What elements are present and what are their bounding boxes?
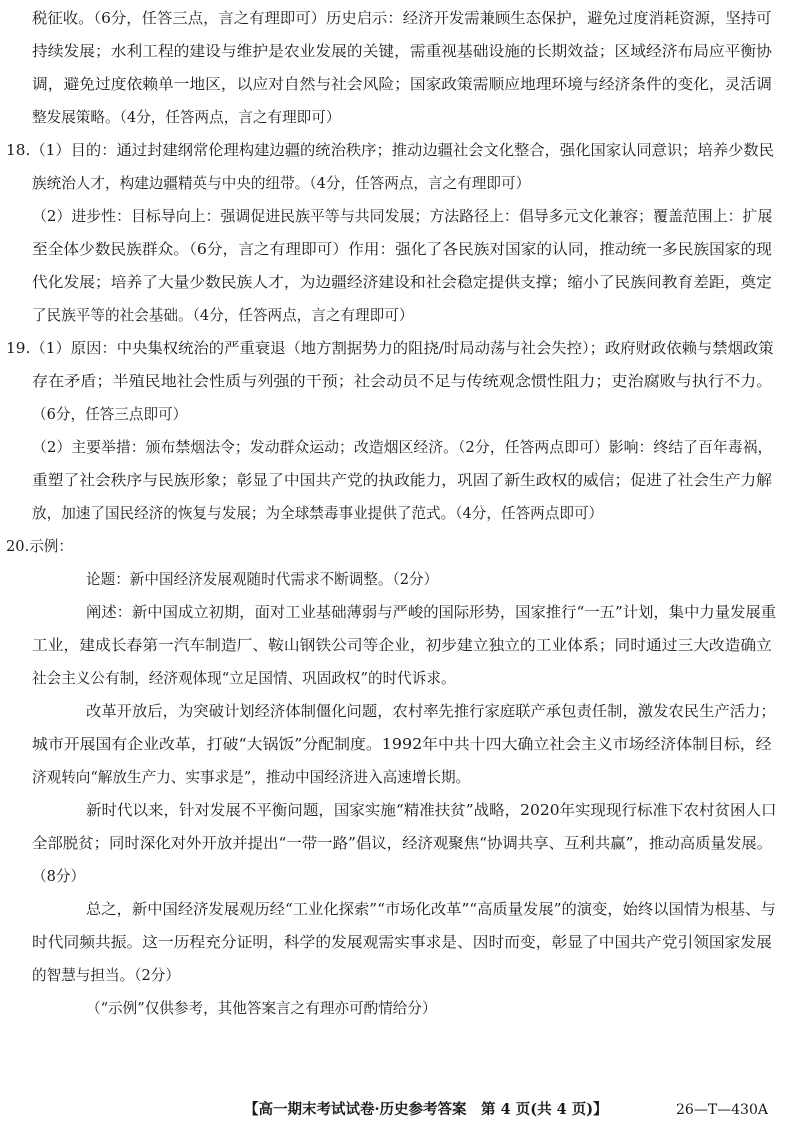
text-line: 18.（1）目的：通过封建纲常伦理构建边疆的统治秩序；推动边疆社会文化整合，强化国家认同意识；培养少数民 bbox=[6, 142, 774, 159]
text-line: 持续发展；水利工程的建设与维护是农业发展的关键，需重视基础设施的长期效益；区域经济布局应平衡协 bbox=[32, 43, 772, 60]
text-line: 了民族平等的社会基础。（4分，任答两点，言之有理即可） bbox=[32, 307, 414, 324]
text-line: 社会主义公有制，经济观体现“立足国情、巩固政权”的时代诉求。 bbox=[32, 670, 456, 687]
text-line: 工业，建成长春第一汽车制造厂、鞍山钢铁公司等企业，初步建立独立的工业体系；同时通过三大改造确立 bbox=[32, 637, 772, 654]
text-line: 放，加速了国民经济的恢复与发展；为全球禁毒事业提供了范式。（4分，任答两点即可） bbox=[32, 505, 604, 522]
text-line: 整发展策略。（4分，任答两点，言之有理即可） bbox=[32, 109, 341, 126]
grading-note: （“示例”仅供参考，其他答案言之有理亦可酌情给分） bbox=[86, 1000, 437, 1017]
text-line: 总之，新中国经济发展观历经“工业化探索”“市场化改革”“高质量发展”的演变，始终以国情为根基、与 bbox=[86, 901, 776, 918]
text-line: （2）主要举措：颁布禁烟法令；发动群众运动；改造烟区经济。（2分，任答两点即可）影响：终结了百年毒祸， bbox=[32, 439, 773, 456]
text-line: （6分，任答三点即可） bbox=[32, 406, 188, 423]
text-line: 改革开放后，为突破计划经济体制僵化问题，农村率先推行家庭联产承包责任制，激发农民生产活力； bbox=[86, 703, 776, 720]
text-line: 重塑了社会秩序与民族形象；彰显了中国共产党的执政能力，巩固了新生政权的威信；促进了社会生产力解 bbox=[32, 472, 772, 489]
text-line: 阐述：新中国成立初期，面对工业基础薄弱与严峻的国际形势，国家推行“一五”计划，集中力量发展重 bbox=[86, 604, 777, 621]
text-line: 新时代以来，针对发展不平衡问题，国家实施“精准扶贫”战略，2020年实现现行标准下农村贫困人口 bbox=[86, 802, 777, 819]
text-line: 的智慧与担当。（2分） bbox=[32, 967, 180, 984]
text-line: 税征收。（6分，任答三点，言之有理即可）历史启示：经济开发需兼顾生态保护，避免过度消耗资源，坚持可 bbox=[32, 10, 772, 27]
text-line: 族统治人才，构建边疆精英与中央的纽带。（4分，任答两点，言之有理即可） bbox=[32, 175, 531, 192]
text-line: （8分） bbox=[32, 868, 86, 885]
text-line: 济观转向“解放生产力、实事求是”，推动中国经济进入高速增长期。 bbox=[32, 769, 471, 786]
text-line: 代化发展；培养了大量少数民族人才，为边疆经济建设和社会稳定提供支撑；缩小了民族间教育差距，奠定 bbox=[32, 274, 772, 291]
text-line: 城市开展国有企业改革，打破“大锅饭”分配制度。1992年中共十四大确立社会主义市场经济体制目标，经 bbox=[32, 736, 772, 753]
text-line: 存在矛盾；半殖民地社会性质与列强的干预；社会动员不足与传统观念惯性阻力；吏治腐败与执行不力。 bbox=[32, 373, 773, 390]
text-line: 至全体少数民族群众。（6分，言之有理即可）作用：强化了各民族对国家的认同，推动统一多民族国家的现 bbox=[32, 241, 772, 258]
footer-code: 26—T—430A bbox=[676, 1102, 768, 1118]
text-line: 调，避免过度依赖单一地区，以应对自然与社会风险；国家政策需顺应地理环境与经济条件的变化，灵活调 bbox=[32, 76, 772, 93]
thesis-line: 论题：新中国经济发展观随时代需求不断调整。（2分） bbox=[86, 571, 439, 588]
question-heading: 20.示例： bbox=[6, 538, 73, 555]
text-line: 全部脱贫；同时深化对外开放并提出“一带一路”倡议，经济观聚焦“协调共享、互利共赢”，推动高质量发展。 bbox=[32, 835, 773, 852]
text-line: （2）进步性：目标导向上：强调促进民族平等与共同发展；方法路径上：倡导多元文化兼容；覆盖范围上：扩展 bbox=[32, 208, 773, 225]
text-line: 时代同频共振。这一历程充分证明，科学的发展观需实事求是、因时而变，彰显了中国共产党引领国家发展 bbox=[32, 934, 772, 951]
footer-title: 【高一期末考试试卷·历史参考答案 第 4 页(共 4 页)】 bbox=[244, 1101, 608, 1118]
text-line: 19.（1）原因：中央集权统治的严重衰退（地方割据势力的阻挠/时局动荡与社会失控）；政府财政依赖与禁烟政策 bbox=[6, 340, 774, 357]
